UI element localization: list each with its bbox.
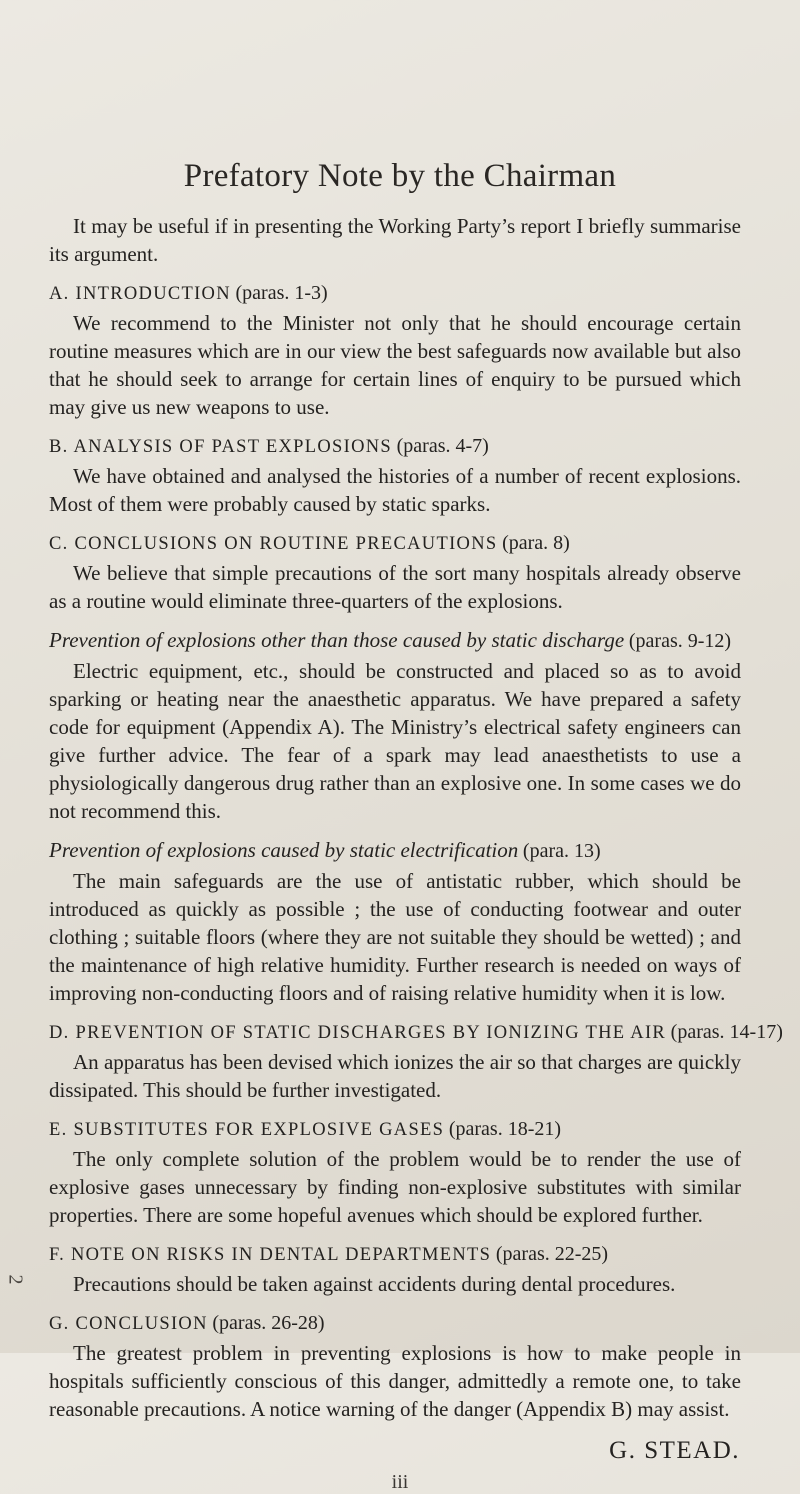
section-text: We recommend to the Minister not only that he should encourage certain routine measures which are in our view the best safeguards now available but also that he should seek to arrange for certain lines of enquiry to be pursued which may give us new weapons to use. xyxy=(49,311,741,419)
section-paras: (paras. 14-17) xyxy=(670,1021,783,1043)
section-text: Electric equipment, etc., should be constructed and placed so as to avoid sparking or heating near the anaesthetic apparatus. We have prepared a safety code for equipment (Appendix A). The Ministry’s electrical safety engineers can give further advice. The fear of a spark may lead anaesthetists to use a physiologically dangerous drug rather than an explosive one. In some cases we do not recommend this. xyxy=(49,659,741,823)
page-title: Prefatory Note by the Chairman xyxy=(183,158,617,194)
page-number: iii xyxy=(391,1471,409,1493)
section-heading xyxy=(49,1241,741,1268)
section-prevention-other xyxy=(49,627,741,825)
section-label: Prevention of explosions caused by static electrification xyxy=(49,838,519,862)
section-g xyxy=(49,1310,741,1423)
section-label: G. CONCLUSION xyxy=(49,1314,208,1334)
section-heading xyxy=(49,280,741,307)
section-e xyxy=(49,1116,741,1229)
section-text: We believe that simple precautions of the sort many hospitals already observe as a routine would eliminate three-quarters of the explosions. xyxy=(49,561,741,613)
section-a xyxy=(49,280,741,421)
section-label: D. PREVENTION OF STATIC DISCHARGES BY IONIZING THE AIR xyxy=(49,1023,667,1043)
intro-paragraph: It may be useful if in presenting the Working Party’s report I briefly summarise its argument. xyxy=(49,214,741,266)
section-c xyxy=(49,530,741,615)
section-label: E. SUBSTITUTES FOR EXPLOSIVE GASES xyxy=(49,1120,445,1140)
section-heading xyxy=(49,627,741,655)
section-d xyxy=(49,1019,783,1104)
section-label: F. NOTE ON RISKS IN DENTAL DEPARTMENTS xyxy=(49,1245,492,1265)
signature: G. STEAD. xyxy=(609,1437,740,1464)
section-label: A. INTRODUCTION xyxy=(49,284,231,304)
section-paras: (paras. 26-28) xyxy=(212,1312,325,1334)
section-paras: (paras. 1-3) xyxy=(235,282,328,304)
section-text: Precautions should be taken against accidents during dental procedures. xyxy=(73,1272,676,1296)
section-label: C. CONCLUSIONS ON ROUTINE PRECAUTIONS xyxy=(49,534,498,554)
section-paras: (paras. 22-25) xyxy=(495,1243,609,1265)
section-text: An apparatus has been devised which ionizes the air so that charges are quickly dissipated. This should be further investigated. xyxy=(49,1050,741,1102)
section-text: The only complete solution of the problem would be to render the use of explosive gases unnecessary by finding non-explosive substitutes with similar properties. There are some hopeful avenues which should be explored further. xyxy=(49,1147,741,1227)
section-text: The main safeguards are the use of antistatic rubber, which should be introduced as quickly as possible ; the use of conducting footwear and outer clothing ; suitable floors (where they are not suitable they should be wetted) ; and the maintenance of high relative humidity. Further research is needed on ways of improving non-conducting floors and of raising relative humidity when it is low. xyxy=(49,869,741,1005)
section-label: B. ANALYSIS OF PAST EXPLOSIONS xyxy=(49,437,392,457)
section-heading xyxy=(49,1116,741,1143)
section-prevention-static xyxy=(49,837,741,1007)
section-b xyxy=(49,433,741,518)
section-text: We have obtained and analysed the histories of a number of recent explosions. Most of them were probably caused by static sparks. xyxy=(49,464,741,516)
section-f xyxy=(49,1241,741,1298)
section-text: The greatest problem in preventing explosions is how to make people in hospitals sufficiently conscious of this danger, admittedly a remote one, to take reasonable precautions. A notice warning of the danger (Appendix B) may assist. xyxy=(49,1341,741,1421)
section-paras: (para. 13) xyxy=(522,840,601,862)
section-paras: (paras. 18-21) xyxy=(448,1118,562,1140)
section-paras: (para. 8) xyxy=(502,532,570,554)
section-heading xyxy=(49,1310,741,1337)
section-label: Prevention of explosions other than those caused by static discharge xyxy=(49,628,625,652)
printer-signature-mark: 2 xyxy=(4,1274,27,1285)
section-heading xyxy=(49,433,741,460)
section-paras: (paras. 9-12) xyxy=(628,630,732,652)
section-heading xyxy=(49,530,741,557)
section-heading xyxy=(49,837,741,865)
section-paras: (paras. 4-7) xyxy=(396,435,489,457)
section-heading xyxy=(49,1019,783,1046)
